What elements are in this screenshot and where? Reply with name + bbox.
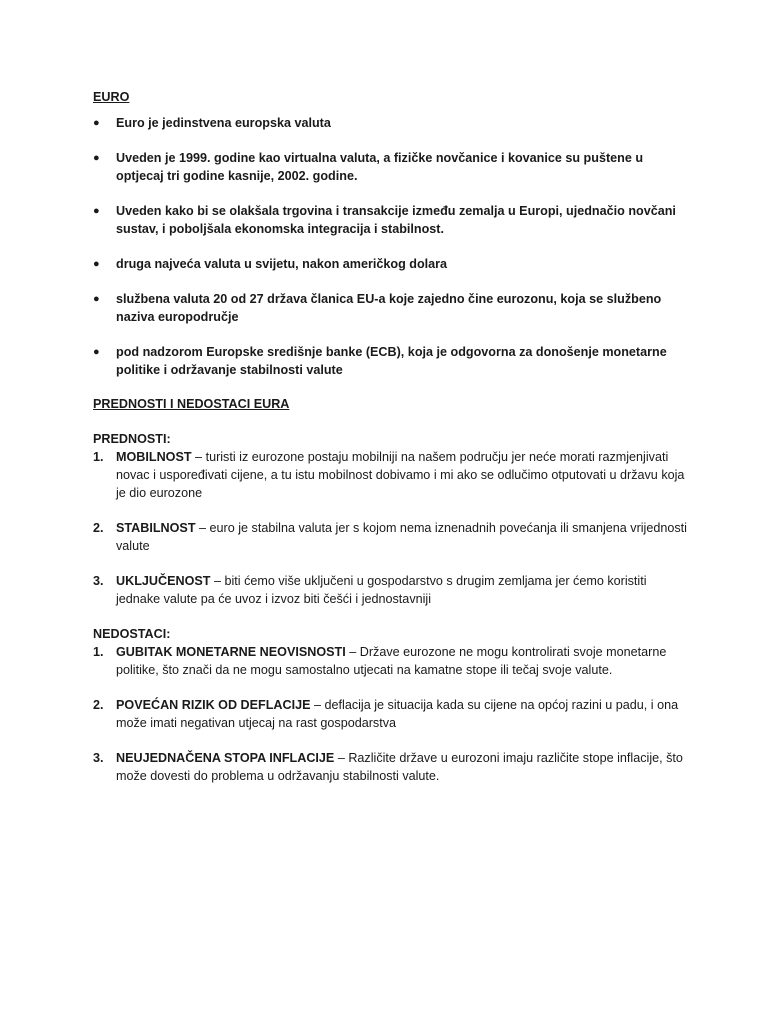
item-label: GUBITAK MONETARNE NEOVISNOSTI (116, 645, 346, 659)
item-number: 2. (93, 521, 104, 535)
disadvantages-list (93, 643, 688, 785)
list-item (93, 696, 688, 732)
bullet-item (93, 343, 688, 379)
bullet-icon: ● (93, 205, 100, 217)
item-label: POVEĆAN RIZIK OD DEFLACIJE (116, 698, 311, 712)
item-number: 2. (93, 698, 104, 712)
list-item (93, 643, 688, 679)
item-text: – biti ćemo više uključeni u gospodarstvo s drugim zemljama jer ćemo koristiti jednake valute pa će uvoz i izvoz biti češći i jednostavniji (116, 574, 647, 606)
item-number: 3. (93, 574, 104, 588)
item-number: 1. (93, 450, 104, 464)
bullet-icon: ● (93, 152, 100, 164)
bullet-icon: ● (93, 258, 100, 270)
list-item (93, 749, 688, 785)
disadvantages-heading: NEDOSTACI: (93, 627, 171, 641)
bullet-text: druga najveća valuta u svijetu, nakon američkog dolara (116, 257, 448, 271)
list-item (93, 519, 688, 555)
bullet-text: Uveden je 1999. godine kao virtualna valuta, a fizičke novčanice i kovanice su puštene u optjecaj tri godine kasnije, 2002. godine. (116, 151, 644, 183)
item-label: STABILNOST (116, 521, 196, 535)
item-number: 1. (93, 645, 104, 659)
bullet-text: pod nadzorom Europske središnje banke (ECB), koja je odgovorna za donošenje monetarne politike i održavanje stabilnosti valute (116, 345, 667, 377)
advantages-heading: PREDNOSTI: (93, 432, 171, 446)
item-label: NEUJEDNAČENA STOPA INFLACIJE (116, 751, 335, 765)
bullet-item (93, 114, 688, 132)
item-text: – turisti iz eurozone postaju mobilniji na našem području jer neće morati razmjenjivati novac i uspoređivati cijene, a tu istu mobilnost dobivamo i mi ako se odlučimo otputovati u državu koja je dio eurozone (116, 450, 685, 500)
bullet-item (93, 290, 688, 326)
bullet-text: Uveden kako bi se olakšala trgovina i transakcije između zemalja u Europi, ujednačio novčani sustav, i poboljšala ekonomska integracija i stabilnost. (116, 204, 676, 236)
bullet-icon: ● (93, 293, 100, 305)
bullet-text: Euro je jedinstvena europska valuta (116, 116, 331, 130)
document-title: EURO (93, 90, 130, 104)
list-item (93, 448, 688, 502)
item-label: MOBILNOST (116, 450, 192, 464)
section-title: PREDNOSTI I NEDOSTACI EURA (93, 397, 290, 411)
bullet-item (93, 202, 688, 238)
item-text: – Države eurozone ne mogu kontrolirati svoje monetarne politike, što znači da ne mogu samostalno utjecati na kamatne stope ili tečaj svoje valute. (116, 645, 667, 677)
item-label: UKLJUČENOST (116, 574, 211, 588)
bullet-icon: ● (93, 117, 100, 129)
bullet-item (93, 255, 688, 273)
bullet-list (93, 114, 688, 379)
item-text: – deflacija je situacija kada su cijene na općoj razini u padu, i ona može imati negativan utjecaj na rast gospodarstva (116, 698, 679, 730)
bullet-text: službena valuta 20 od 27 država članica EU-a koje zajedno čine eurozonu, koja se službeno naziva europodručje (116, 292, 662, 324)
bullet-item (93, 149, 688, 185)
list-item (93, 572, 688, 608)
item-text: – euro je stabilna valuta jer s kojom nema iznenadnih povećanja ili smanjena vrijednosti valute (116, 521, 687, 553)
bullet-icon: ● (93, 346, 100, 358)
item-text: – Različite države u eurozoni imaju različite stope inflacije, što može dovesti do problema u održavanju stabilnosti valute. (116, 751, 683, 783)
advantages-list (93, 448, 688, 608)
item-number: 3. (93, 751, 104, 765)
